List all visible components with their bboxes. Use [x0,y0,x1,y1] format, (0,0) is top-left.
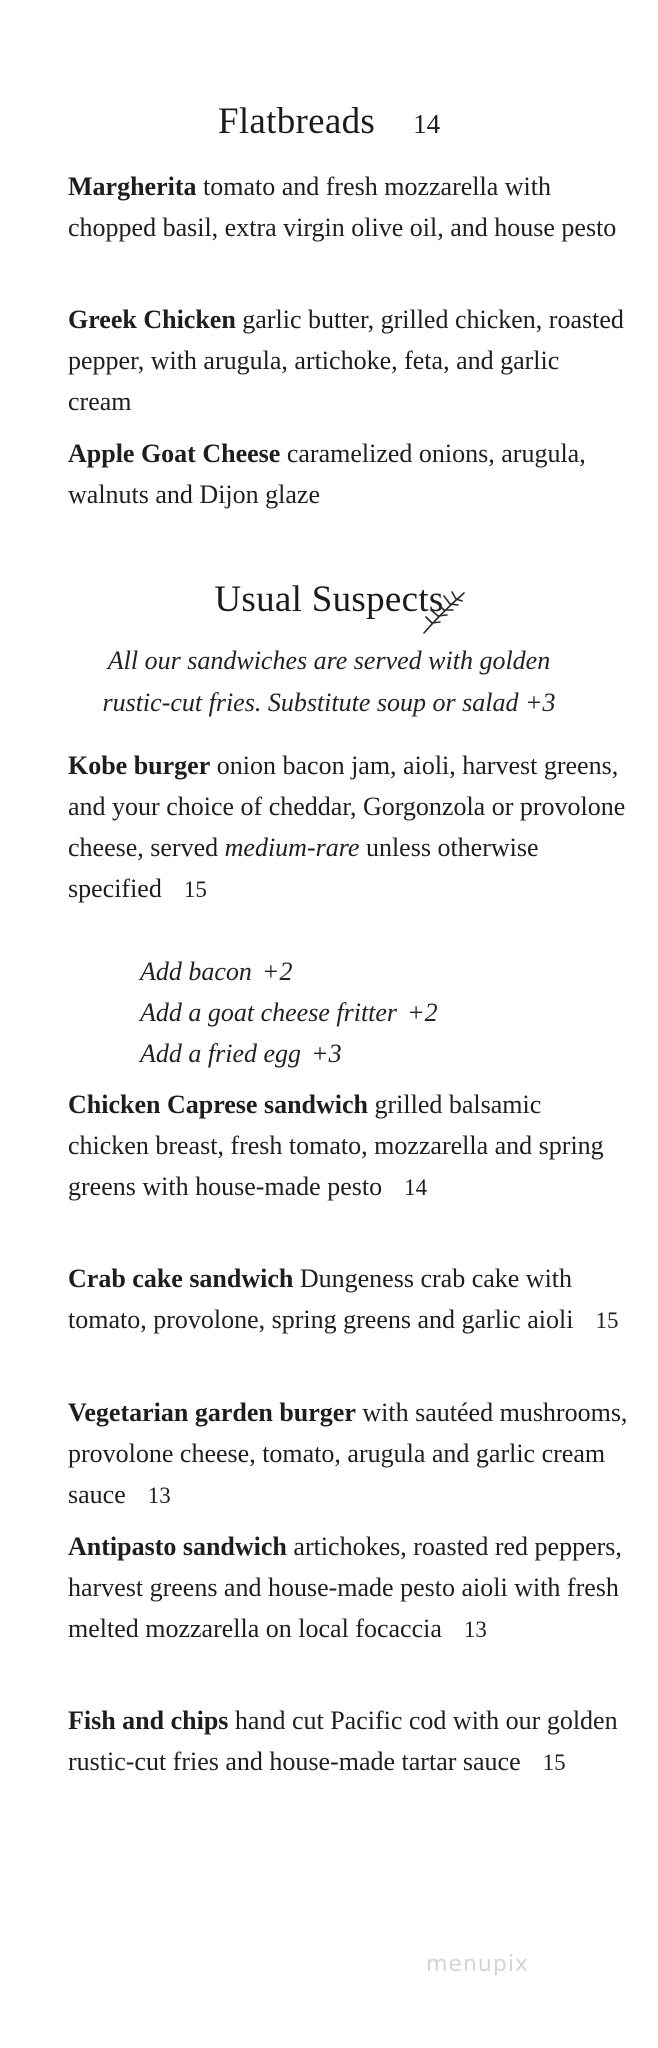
menu-item-apple-goat-cheese [68,433,628,515]
item-name: Margherita [68,172,197,201]
item-desc: Dungeness crab cake with tomato, provolone, spring greens and garlic aioli [68,1264,574,1334]
addon-row [140,1033,438,1074]
item-desc-end: unless otherwise specified [68,833,539,903]
item-price: 13 [147,1483,171,1508]
item-name: Vegetarian garden burger [68,1398,356,1427]
item-desc-italic: medium-rare [224,833,360,862]
item-price: 15 [542,1750,566,1775]
item-desc: with sautéed mushrooms, provolone cheese, tomato, arugula and garlic cream sauce [68,1398,628,1509]
addon-label: Add bacon [140,957,252,986]
watermark: menupix [426,1952,529,1977]
menu-item-chicken-caprese [68,1084,628,1208]
addon-row [140,951,438,992]
note-line-1: All our sandwiches are served with golden [107,646,551,675]
item-name: Kobe burger [68,751,211,780]
addon-label: Add a goat cheese fritter [140,998,398,1027]
sandwich-note [0,640,658,724]
item-desc: onion bacon jam, aioli, harvest greens, and your choice of cheddar, Gorgonzola or provolone cheese, served [68,751,626,862]
item-desc: caramelized onions, arugula, walnuts and Dijon glaze [68,439,586,509]
menu-item-margherita [68,166,628,248]
note-line-2: rustic-cut fries. Substitute soup or salad +3 [102,688,556,717]
item-price: 14 [404,1175,428,1200]
addon-price: +3 [311,1039,342,1068]
addon-row [140,992,438,1033]
addon-label: Add a fried egg [140,1039,302,1068]
item-name: Crab cake sandwich [68,1264,294,1293]
usual-suspects-header [0,578,658,621]
item-desc: artichokes, roasted red peppers, harvest greens and house-made pesto aioli with fresh melted mozzarella on local focaccia [68,1532,622,1643]
addon-price: +2 [407,998,438,1027]
menu-item-vegetarian-burger [68,1392,628,1516]
flatbreads-price: 14 [413,109,441,139]
item-price: 15 [183,877,207,902]
kobe-addons [140,951,438,1074]
menu-item-kobe-burger [68,745,628,910]
flatbreads-header [0,100,658,143]
item-desc: garlic butter, grilled chicken, roasted pepper, with arugula, artichoke, feta, and garlic cream [68,305,624,416]
flatbreads-title: Flatbreads [217,101,376,142]
menu-item-greek-chicken [68,299,628,422]
item-name: Apple Goat Cheese [68,439,281,468]
usual-suspects-title: Usual Suspects [214,579,444,620]
item-desc: tomato and fresh mozzarella with chopped basil, extra virgin olive oil, and house pesto [68,172,617,242]
menu-item-fish-and-chips [68,1700,628,1783]
item-name: Greek Chicken [68,305,236,334]
item-price: 13 [463,1617,487,1642]
item-name: Chicken Caprese sandwich [68,1090,369,1119]
item-desc: grilled balsamic chicken breast, fresh tomato, mozzarella and spring greens with house-made pesto [68,1090,604,1201]
item-name: Fish and chips [68,1706,229,1735]
menu-item-crab-cake [68,1258,628,1341]
item-price: 15 [595,1308,619,1333]
leaf-sprig-icon [418,585,470,637]
addon-price: +2 [261,957,293,986]
item-desc: hand cut Pacific cod with our golden rustic-cut fries and house-made tartar sauce [68,1706,618,1776]
menu-item-antipasto [68,1526,628,1650]
item-name: Antipasto sandwich [68,1532,287,1561]
